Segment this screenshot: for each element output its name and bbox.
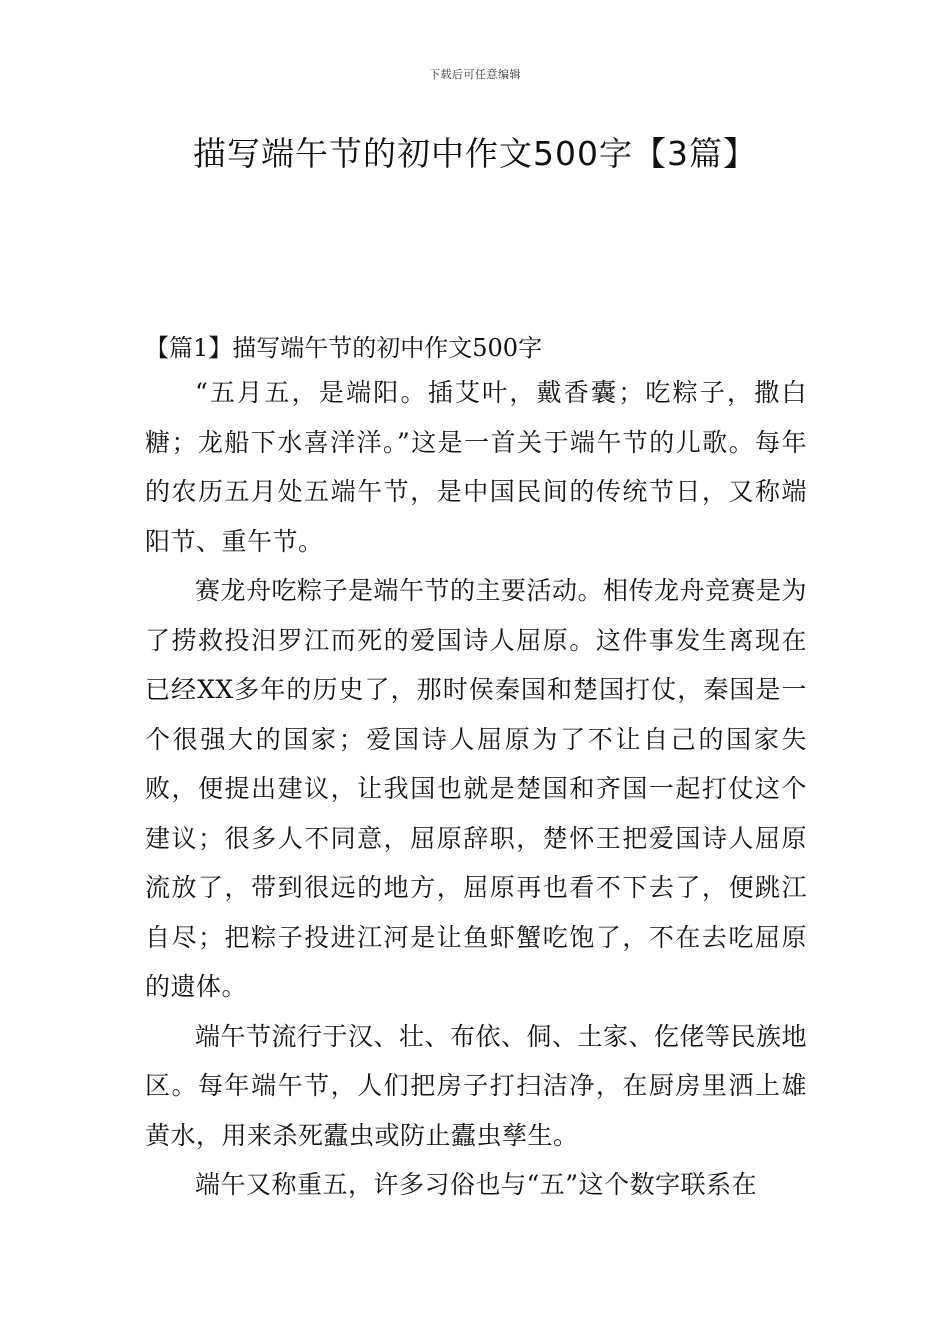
paragraph: 端午节流行于汉、壮、布依、侗、土家、仡佬等民族地区。每年端午节，人们把房子打扫洁净，在厨房里洒上雄黄水，用来杀死蠹虫或防止蠹虫孳生。 bbox=[145, 1021, 808, 1150]
document-title: 描写端午节的初中作文500字【3篇】 bbox=[193, 134, 757, 173]
paragraph: “五月五，是端阳。插艾叶，戴香囊；吃粽子，撒白糖；龙船下水喜洋洋。”这是一首关于端午节的儿歌。每年的农历五月处五端午节，是中国民间的传统节日，又称端阳节、重午节。 bbox=[145, 378, 807, 556]
document-body bbox=[145, 330, 807, 1210]
paragraph: 端午又称重五，许多习俗也与“五”这个数字联系在 bbox=[195, 1170, 758, 1199]
header-note: 下载后可任意编辑 bbox=[429, 68, 521, 81]
section-heading: 【篇1】描写端午节的初中作文500字 bbox=[145, 334, 543, 362]
paragraph: 赛龙舟吃粽子是端午节的主要活动。相传龙舟竞赛是为了捞救投汨罗江而死的爱国诗人屈原。这件事发生离现在已经XX多年的历史了，那时侯秦国和楚国打仗，秦国是一个很强大的国家；爱国诗人屈原为了不让自己的国家失败，便提出建议，让我国也就是楚国和齐国一起打仗这个建议；很多人不同意，屈原辞职，楚怀王把爱国诗人屈原流放了，带到很远的地方，屈原再也看不下去了，便跳江自尽；把粽子投进江河是让鱼虾蟹吃饱了，不在去吃屈原的遗体。 bbox=[145, 576, 808, 1001]
